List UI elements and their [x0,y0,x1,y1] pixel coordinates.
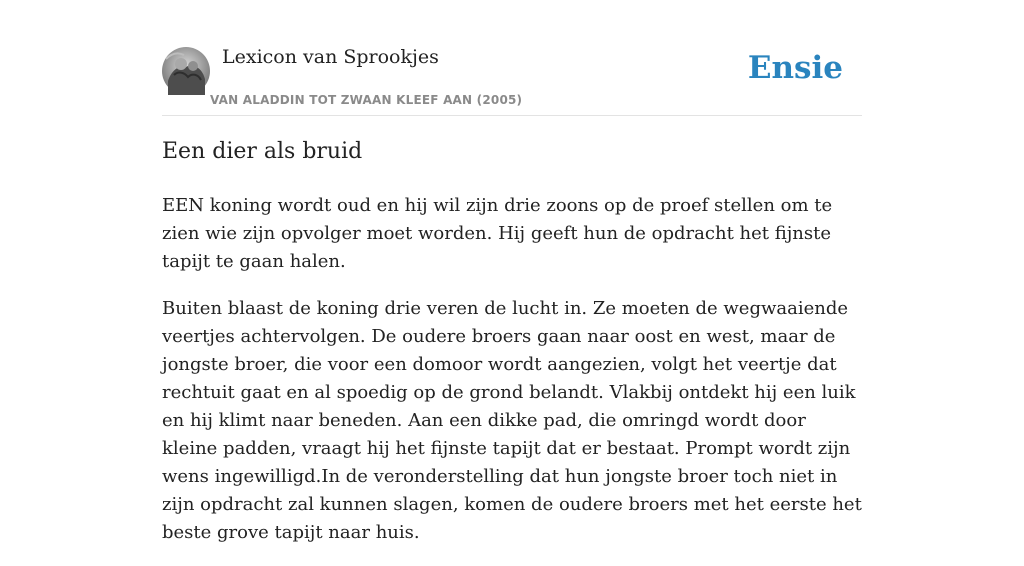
article-paragraph: EEN koning wordt oud en hij wil zijn drie zoons op de proef stellen om te zien wie zijn opvolger moet worden. Hij geeft hun de opdracht het fijnste tapijt te gaan halen. [162,195,833,272]
book-header [162,0,862,116]
ensie-logo-link[interactable]: Ensie [747,50,843,86]
book-subtitle: VAN ALADDIN TOT ZWAAN KLEEF AAN (2005) [210,93,523,107]
article-body [162,192,862,566]
article-title: Een dier als bruid [162,139,363,164]
content-column [162,0,862,543]
book-title[interactable]: Lexicon van Sprookjes [222,46,439,68]
article-paragraph: Buiten blaast de koning drie veren de lucht in. Ze moeten de wegwaaiende veertjes achtervolgen. De oudere broers gaan naar oost en west, maar de jongste broer, die voor een domoor wordt aangezien, volgt het veertje dat rechtuit gaat en al spoedig op de grond belandt. Vlakbij ontdekt hij een luik en hij klimt naar beneden. Aan een dikke pad, die omringd wordt door kleine padden, vraagt hij het fijnste tapijt dat er bestaat. Prompt wordt zijn wens ingewilligd.In de veronderstelling dat hun jongste broer toch niet in zijn opdracht zal kunnen slagen, komen de oudere broers met het eerste het beste grove tapijt naar huis. [162,298,862,543]
book-cover-avatar[interactable] [162,47,210,95]
